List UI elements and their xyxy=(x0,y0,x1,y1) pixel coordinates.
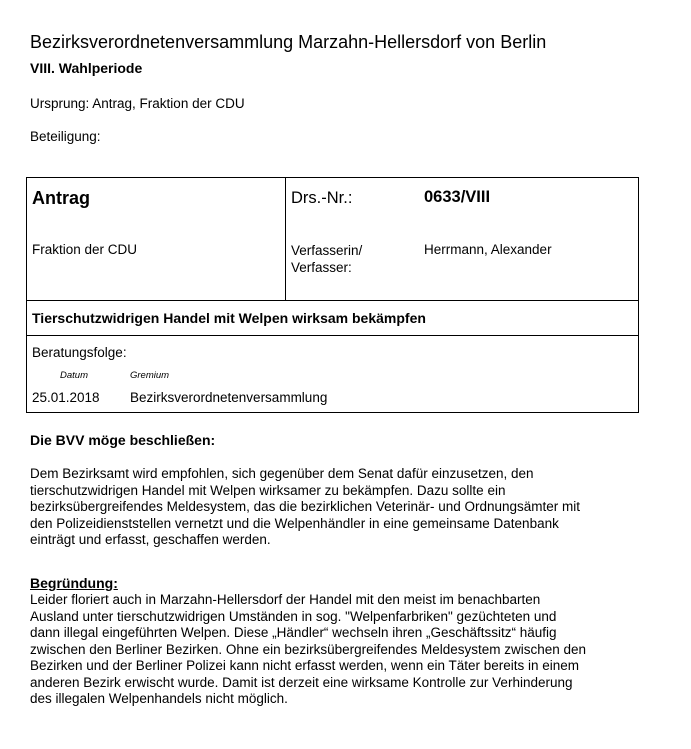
divider-top xyxy=(27,300,638,301)
reason-heading: Begründung: xyxy=(30,575,118,591)
originator: Fraktion der CDU xyxy=(32,242,138,257)
reason-line: anderen Bezirk erwischt wurde. Damit ist derzeit eine wirksame Kontrolle zur Verhinderung xyxy=(30,674,573,690)
reason-line: zwischen den Berliner Bezirken. Ohne ein bezirksübergreifendes Meldesystem zwischen den xyxy=(30,641,587,657)
doc-type: Antrag xyxy=(32,188,90,208)
drs-number: 0633/VIII xyxy=(424,188,491,206)
reason-text xyxy=(30,592,660,708)
resolution-text xyxy=(30,466,660,549)
resolution-line: den Polizeidienststellen vernetzt und die Welpenhändler in eine gemeinsame Datenbank xyxy=(30,515,559,531)
resolution-heading: Die BVV möge beschließen: xyxy=(30,432,216,448)
reason-line: Bezirken und der Berliner Polizei kann nicht erfasst werden, wenn ein Täter bereits in einem xyxy=(30,658,580,673)
origin-line: Ursprung: Antrag, Fraktion der CDU xyxy=(30,96,245,111)
resolution-line: bezirksübergreifendes Meldesystem, das die bezirklichen Veterinär- und Ordnungsämter mit xyxy=(30,499,581,514)
reason-line: des illegalen Welpenhandels nicht möglich. xyxy=(30,691,288,706)
reason-line: Ausland unter tierschutzwidrigen Umständen in sog. "Welpenfarbriken" gezüchteten und xyxy=(30,608,557,624)
consultation-committee: Bezirksverordnetenversammlung xyxy=(130,390,328,405)
author-label xyxy=(291,242,362,276)
committee-column-header: Gremium xyxy=(130,370,170,381)
drs-label: Drs.-Nr.: xyxy=(291,189,353,207)
author-name: Herrmann, Alexander xyxy=(424,242,552,257)
consultation-date: 25.01.2018 xyxy=(32,390,100,405)
date-column-header: Datum xyxy=(60,370,88,381)
resolution-line: Dem Bezirksamt wird empfohlen, sich gegenüber dem Senat dafür einzusetzen, den xyxy=(30,466,534,481)
election-period: VIII. Wahlperiode xyxy=(30,60,143,76)
subject-title: Tierschutzwidrigen Handel mit Welpen wirksam bekämpfen xyxy=(32,310,426,326)
reason-line: dann illegal eingeführten Welpen. Diese „Händler“ wechseln ihren „Geschäftssitz“ häufig xyxy=(30,625,557,640)
consultation-label: Beratungsfolge: xyxy=(32,345,127,360)
participation-line: Beteiligung: xyxy=(30,129,101,144)
resolution-line: tierschutzwidrigen Handel mit Welpen wirksamer zu bekämpfen. Dazu sollte ein xyxy=(30,482,506,498)
council-title: Bezirksverordnetenversammlung Marzahn-Hellersdorf von Berlin xyxy=(30,32,547,52)
author-label-line2: Verfasser: xyxy=(291,260,352,275)
reason-line: Leider floriert auch in Marzahn-Hellersdorf der Handel mit den meist im benachbarten xyxy=(30,592,541,607)
divider-subject xyxy=(27,335,638,336)
document-info-box xyxy=(26,177,639,413)
author-label-line1: Verfasserin/ xyxy=(291,243,363,258)
column-divider xyxy=(285,178,286,300)
resolution-line: einträgt und erfasst, geschaffen werden. xyxy=(30,532,271,547)
